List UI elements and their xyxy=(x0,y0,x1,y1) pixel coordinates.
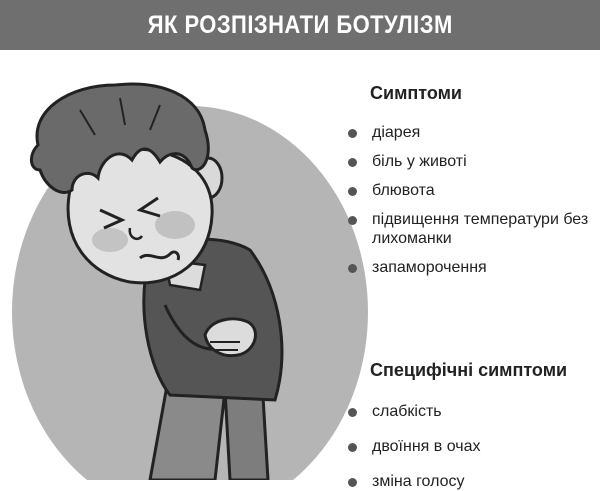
specific-symptoms-list xyxy=(348,402,598,491)
bullet-icon xyxy=(348,187,357,196)
bullet-icon xyxy=(348,158,357,167)
list-item: зміна голосу xyxy=(348,472,598,491)
list-item: двоїння в очах xyxy=(348,437,598,456)
bullet-icon xyxy=(348,264,357,273)
list-item: діарея xyxy=(348,123,598,142)
bullet-icon xyxy=(348,478,357,487)
list-item: запаморочення xyxy=(348,258,598,277)
title-bar xyxy=(0,0,600,50)
bullet-icon xyxy=(348,443,357,452)
bullet-icon xyxy=(348,129,357,138)
list-item: біль у животі xyxy=(348,152,598,171)
list-item: блювота xyxy=(348,181,598,200)
specific-symptoms-heading: Специфічні симптоми xyxy=(370,360,568,380)
list-item: слабкість xyxy=(348,402,598,421)
page-title: ЯК РОЗПІЗНАТИ БОТУЛІЗМ xyxy=(147,10,453,39)
bullet-icon xyxy=(348,408,357,417)
symptoms-list xyxy=(348,123,598,277)
symptoms-heading: Симптоми xyxy=(370,83,462,103)
bullet-icon xyxy=(348,216,357,225)
list-item: підвищення температури без лихоманки xyxy=(348,210,598,248)
